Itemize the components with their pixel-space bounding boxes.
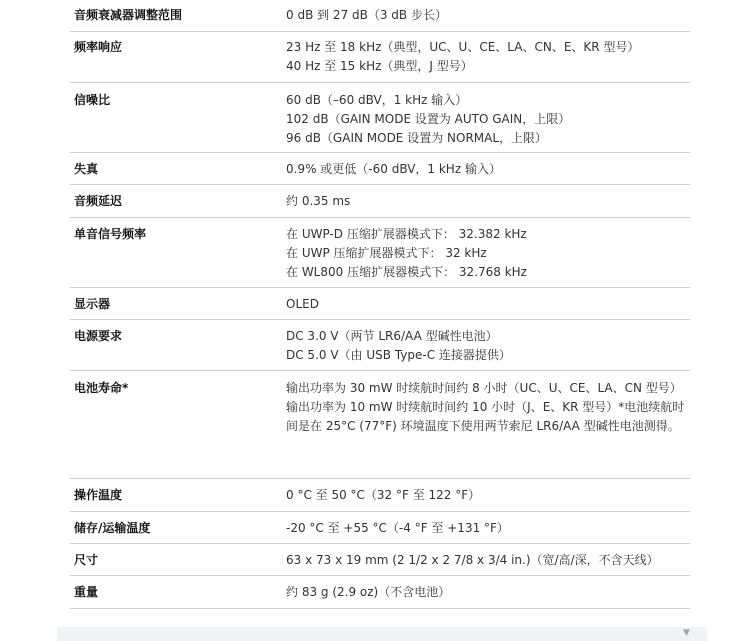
spec-label: 储存/运输温度 (74, 521, 151, 535)
spec-value-line: 23 Hz 至 18 kHz（典型，UC、U、CE、LA、CN、E、KR 型号） (286, 40, 640, 54)
spec-label: 显示器 (74, 297, 111, 311)
spec-value-line: 102 dB（GAIN MODE 设置为 AUTO GAIN，上限） (286, 112, 571, 126)
spec-value (286, 160, 690, 184)
spec-value-line: 63 x 73 x 19 mm (2 1/2 x 2 7/8 x 3/4 in.)（宽/高/深，不含天线） (286, 553, 659, 567)
spec-value-line: 约 83 g (2.9 oz)（不含电池） (286, 585, 451, 599)
spec-row (70, 371, 690, 479)
spec-value (286, 379, 690, 478)
spec-label: 频率响应 (74, 40, 123, 54)
spec-row (70, 512, 690, 544)
spec-value (286, 38, 690, 82)
spec-value-line: 约 0.35 ms (286, 194, 351, 208)
spec-label: 音频衰减器调整范围 (74, 8, 183, 22)
spec-row (70, 320, 690, 371)
spec-value-line: 输出功率为 10 mW 时续航时间约 10 小时（J、E、KR 型号）*电池续航时间是在 25°C (77°F) 环境温度下使用两节索尼 LR6/AA 型碱性电池测得。 (286, 400, 685, 433)
spec-value-line: OLED (286, 297, 319, 311)
spec-label: 音频延迟 (74, 194, 123, 208)
spec-label: 失真 (74, 162, 99, 176)
spec-value (286, 295, 690, 319)
spec-value (286, 551, 690, 575)
spec-row (70, 83, 690, 153)
spec-value-line: DC 3.0 V（两节 LR6/AA 型碱性电池） (286, 329, 498, 343)
spec-value (286, 225, 690, 287)
spec-value-line: 0 °C 至 50 °C（32 °F 至 122 °F） (286, 488, 481, 502)
spec-value-line: 0.9% 或更低（-60 dBV，1 kHz 输入） (286, 162, 501, 176)
chevron-down-icon[interactable]: ▼ (683, 628, 690, 638)
spec-row (70, 544, 690, 576)
spec-value (286, 583, 690, 608)
spec-row (70, 32, 690, 83)
spec-value-line: 40 Hz 至 15 kHz（典型，J 型号） (286, 59, 473, 73)
spec-label: 单音信号频率 (74, 227, 147, 241)
spec-value (286, 6, 690, 31)
spec-label: 信噪比 (74, 93, 111, 107)
spec-value (286, 519, 690, 543)
spec-label: 尺寸 (74, 553, 99, 567)
spec-value-line: 96 dB（GAIN MODE 设置为 NORMAL，上限） (286, 131, 548, 145)
spec-value (286, 486, 690, 511)
spec-value (286, 327, 690, 370)
spec-table (70, 0, 690, 609)
spec-label: 电源要求 (74, 329, 123, 343)
spec-label: 电池寿命* (74, 381, 129, 395)
spec-row (70, 576, 690, 609)
spec-value-line: 60 dB（–60 dBV，1 kHz 输入） (286, 93, 468, 107)
spec-value-line: DC 5.0 V（由 USB Type-C 连接器提供） (286, 348, 511, 362)
spec-label: 重量 (74, 585, 99, 599)
next-section-header[interactable] (57, 627, 707, 641)
spec-value-line: 在 WL800 压缩扩展器模式下： 32.768 kHz (286, 265, 527, 279)
spec-value (286, 192, 690, 217)
spec-value-line: -20 °C 至 +55 °C（-4 °F 至 +131 °F） (286, 521, 509, 535)
spec-value-line: 在 UWP 压缩扩展器模式下： 32 kHz (286, 246, 487, 260)
spec-row (70, 185, 690, 218)
spec-value-line: 输出功率为 30 mW 时续航时间约 8 小时（UC、U、CE、LA、CN 型号） (286, 381, 682, 395)
spec-value-line: 在 UWP-D 压缩扩展器模式下： 32.382 kHz (286, 227, 527, 241)
spec-row (70, 218, 690, 288)
spec-row (70, 0, 690, 32)
spec-row (70, 479, 690, 512)
spec-value-line: 0 dB 到 27 dB（3 dB 步长） (286, 8, 447, 22)
spec-value (286, 91, 690, 152)
spec-row (70, 153, 690, 185)
spec-row (70, 288, 690, 320)
spec-label: 操作温度 (74, 488, 123, 502)
